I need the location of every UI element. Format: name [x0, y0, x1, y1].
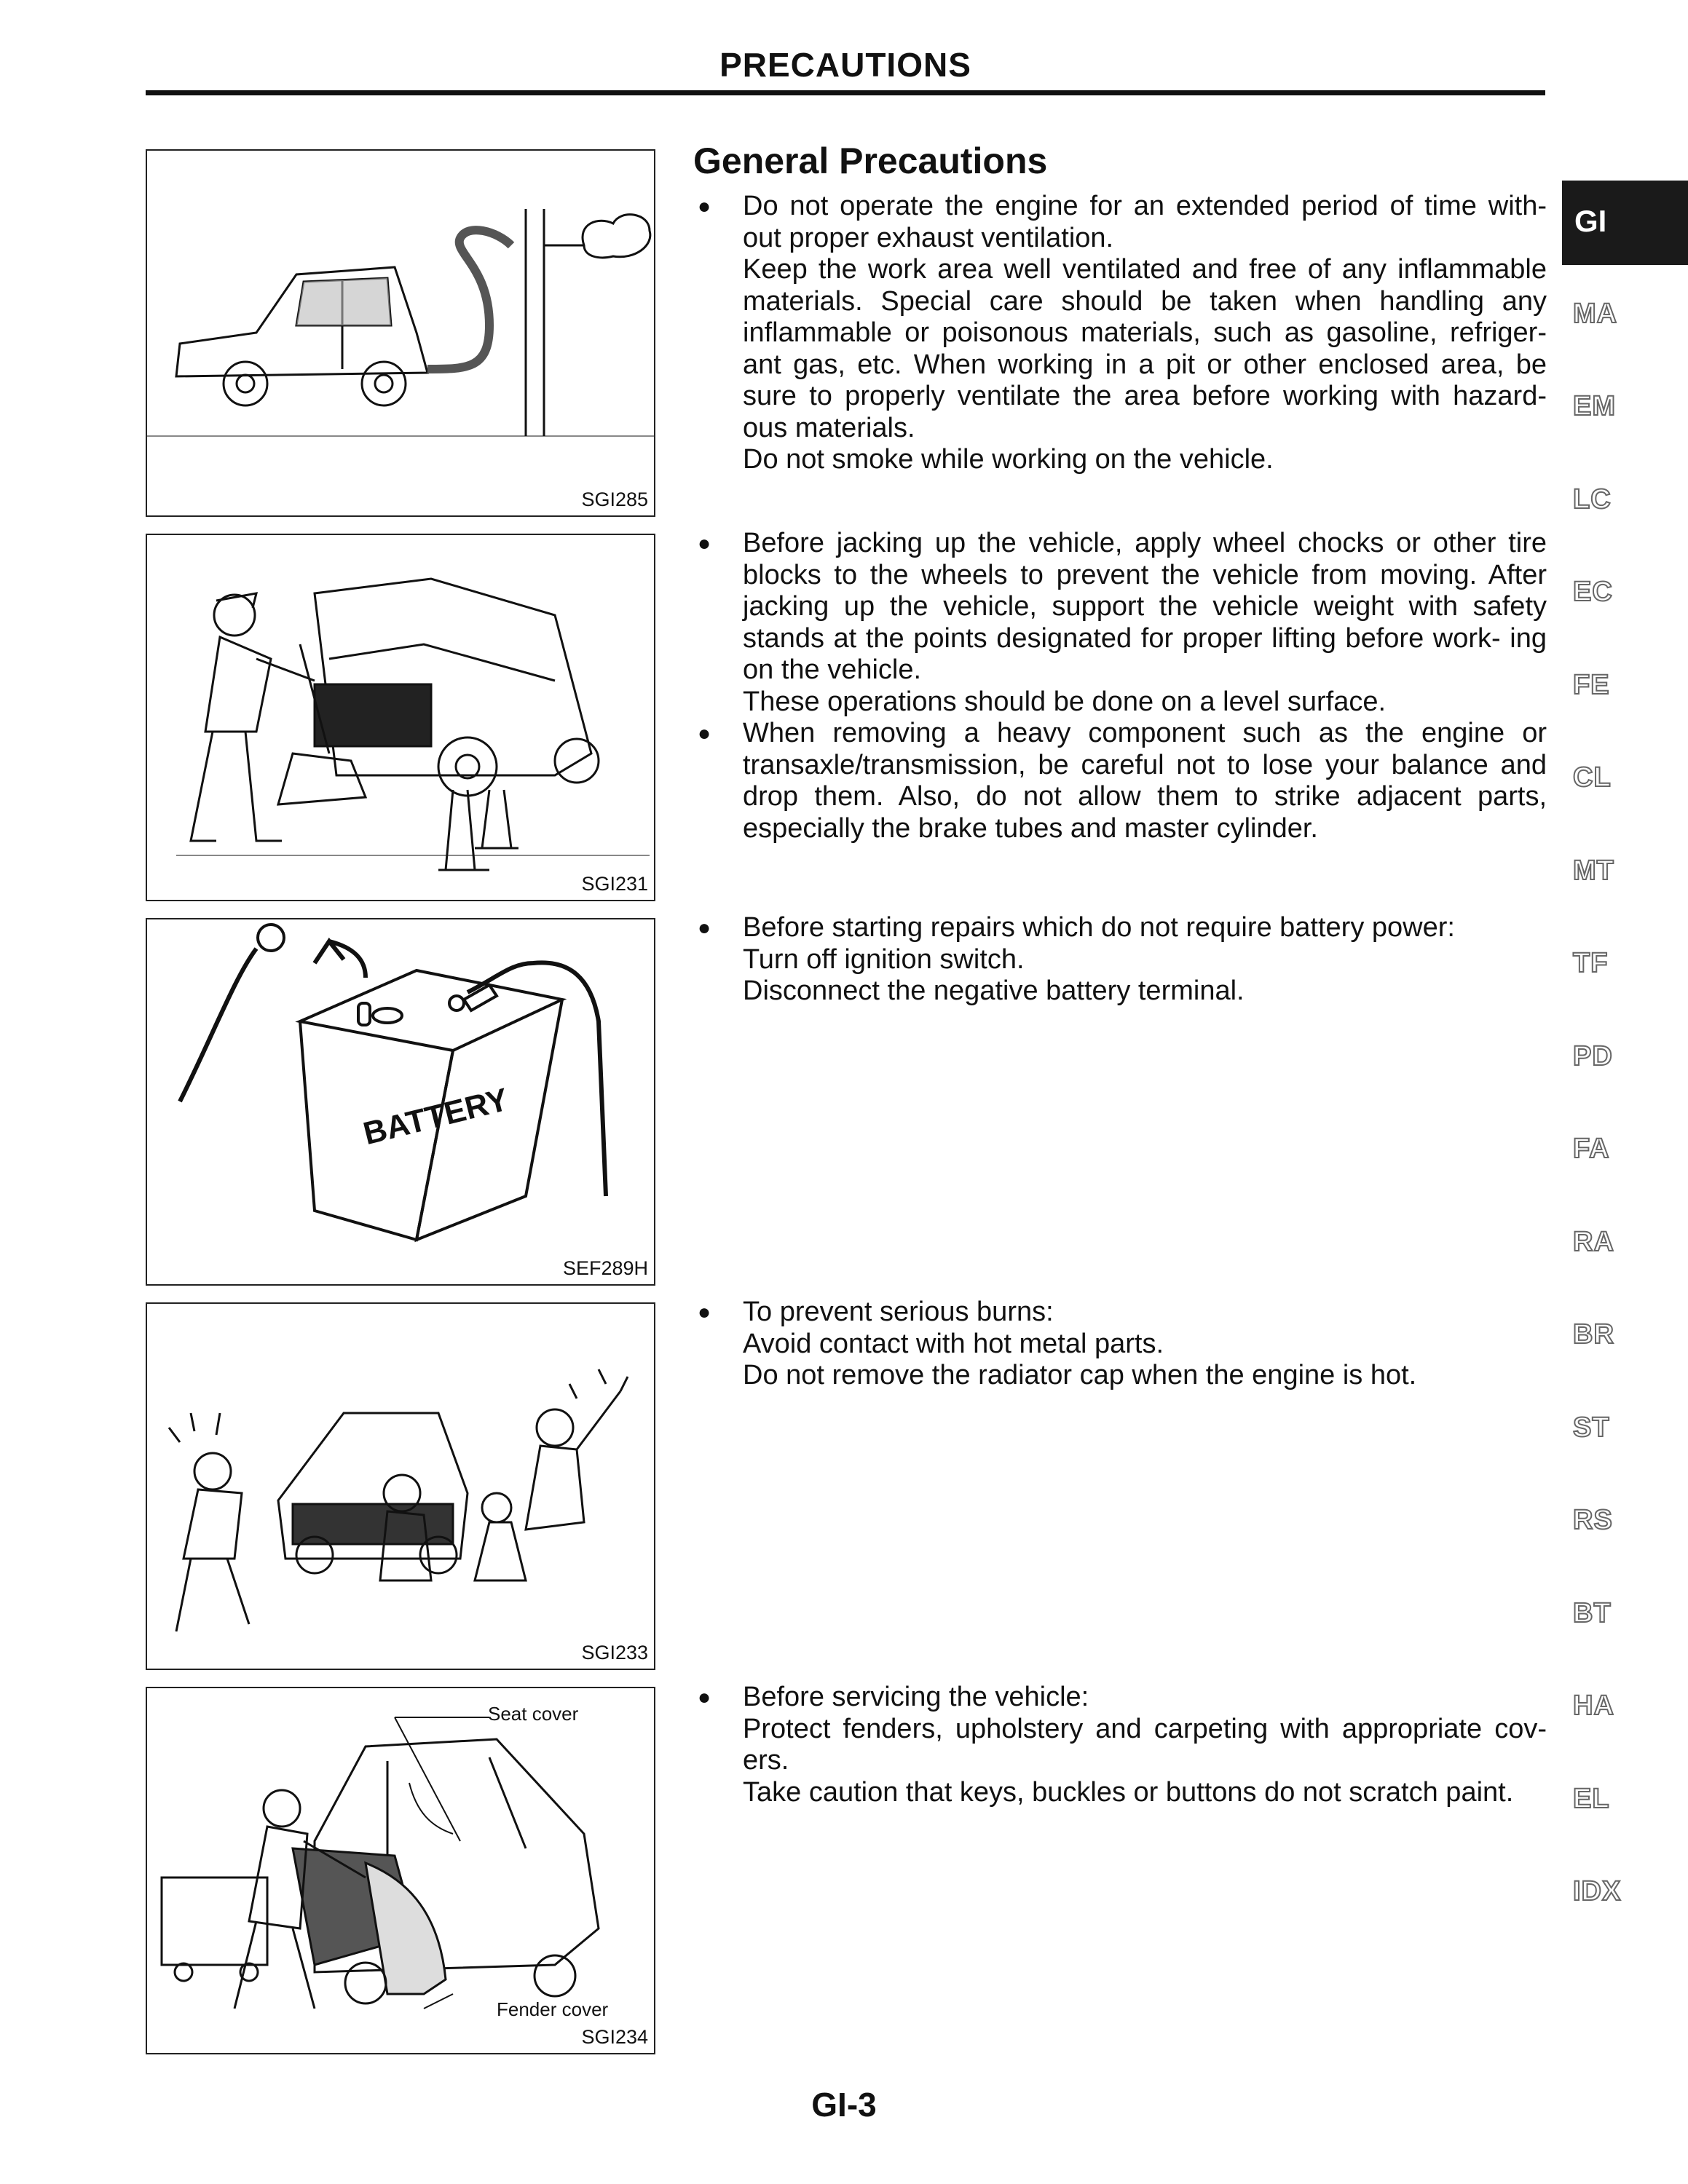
- page-header: PRECAUTIONS: [719, 46, 971, 84]
- item-line: Protect fenders, upholstery and carpeting with appropriate cov- ers.: [743, 1713, 1547, 1776]
- side-tab-pd[interactable]: PD: [1573, 1041, 1613, 1072]
- bullet: ●: [698, 1685, 711, 1709]
- side-tab-cl[interactable]: CL: [1573, 762, 1612, 793]
- side-tab-bt[interactable]: BT: [1573, 1598, 1612, 1629]
- item-line: Do not remove the radiator cap when the engine is hot.: [743, 1360, 1417, 1390]
- figure-covers: [146, 1687, 655, 2054]
- figure-id: SGI285: [581, 488, 648, 510]
- bullet: ●: [698, 916, 711, 940]
- item-line: Turn off ignition switch.: [743, 943, 1025, 975]
- side-tab-tf[interactable]: TF: [1573, 948, 1609, 978]
- item-line: Avoid contact with hot metal parts.: [743, 1328, 1164, 1359]
- figure-id: SGI231: [581, 873, 648, 895]
- item-line: Do not operate the engine for an extended period of time with- out proper exhaust ventilation.: [743, 191, 1547, 253]
- side-tab-st[interactable]: ST: [1573, 1412, 1610, 1443]
- side-tab-lc[interactable]: LC: [1573, 484, 1612, 515]
- bullet: ●: [698, 194, 711, 218]
- battery-illustration: [147, 919, 654, 1284]
- bullet: ●: [698, 721, 711, 745]
- hot-engine-illustration: [147, 1304, 654, 1669]
- item-line: Before jacking up the vehicle, apply wheel chocks or other tire blocks to the wheels to prevent the vehicle from moving. After jacking up the vehicle, support the vehicle weight with safety stands at the points designated for proper lifting before work- ing on the vehicle.: [743, 528, 1547, 685]
- side-tab-ec[interactable]: EC: [1573, 577, 1613, 607]
- side-tab-label: GI: [1574, 204, 1607, 238]
- precaution-ventilation: [693, 191, 1547, 476]
- side-tab-mt[interactable]: MT: [1573, 855, 1614, 886]
- figure-burns: [146, 1302, 655, 1670]
- fender-cover-label: Fender cover: [497, 1998, 609, 2020]
- precaution-jacking: [693, 528, 1547, 718]
- figure-id: SGI233: [581, 1642, 648, 1663]
- item-line: Disconnect the negative battery terminal.: [743, 976, 1245, 1006]
- battery-label: BATTERY: [360, 1081, 512, 1152]
- side-tab-em[interactable]: EM: [1573, 391, 1616, 422]
- side-tab-fe[interactable]: FE: [1573, 670, 1610, 700]
- figure-jacking: [146, 534, 655, 901]
- page-number: GI-3: [811, 2086, 877, 2124]
- side-tab-ra[interactable]: RA: [1573, 1227, 1614, 1257]
- side-tab-ma[interactable]: MA: [1573, 298, 1618, 329]
- side-tab-fa[interactable]: FA: [1573, 1133, 1610, 1164]
- car-exhaust-hose-illustration: [147, 151, 654, 515]
- precaution-burns: [693, 1297, 1547, 1392]
- precaution-heavy-component: [693, 718, 1547, 844]
- bullet: ●: [698, 1300, 711, 1324]
- side-tab-active[interactable]: [1562, 181, 1688, 265]
- seat-cover-label: Seat cover: [488, 1703, 579, 1725]
- header-rule: [146, 90, 1545, 95]
- bullet: ●: [698, 531, 711, 555]
- figure-exhaust-ventilation: [146, 149, 655, 517]
- side-tab-ha[interactable]: HA: [1573, 1690, 1614, 1721]
- side-tab-el[interactable]: EL: [1573, 1784, 1610, 1814]
- item-line: When removing a heavy component such as the engine or transaxle/transmission, be careful not to lose your balance and drop them. Also, do not allow them to strike adjacent parts, especially the brake tubes and master cylinder.: [743, 718, 1547, 844]
- item-line: To prevent serious burns:: [743, 1297, 1054, 1327]
- section-title: General Precautions: [693, 141, 1048, 181]
- figure-id: SGI234: [581, 2026, 648, 2048]
- precaution-battery: [693, 912, 1547, 1008]
- side-tab-rs[interactable]: RS: [1573, 1505, 1613, 1535]
- seat-and-fender-cover-illustration: [147, 1688, 654, 2053]
- item-line: Do not smoke while working on the vehicle.: [743, 444, 1274, 475]
- precaution-covers: [693, 1682, 1547, 1808]
- figure-id: SEF289H: [562, 1257, 648, 1279]
- item-line: Keep the work area well ventilated and free of any inflammable materials. Special care should be taken when handling any inflammable or poisonous materials, such as gasoline, refriger- ant gas, etc. When working in a pit or other enclosed area, be sure to properly ventilate the area before working with hazard- ous materials.: [743, 254, 1547, 443]
- item-line: Before starting repairs which do not require battery power:: [743, 912, 1455, 943]
- item-line: Take caution that keys, buckles or buttons do not scratch paint.: [743, 1776, 1514, 1808]
- jacking-illustration: [147, 535, 654, 900]
- side-tab-idx[interactable]: IDX: [1573, 1876, 1622, 1907]
- item-line: Before servicing the vehicle:: [743, 1682, 1089, 1712]
- figure-battery: [146, 918, 655, 1286]
- side-tab-br[interactable]: BR: [1573, 1319, 1614, 1350]
- item-line: These operations should be done on a level surface.: [743, 686, 1387, 717]
